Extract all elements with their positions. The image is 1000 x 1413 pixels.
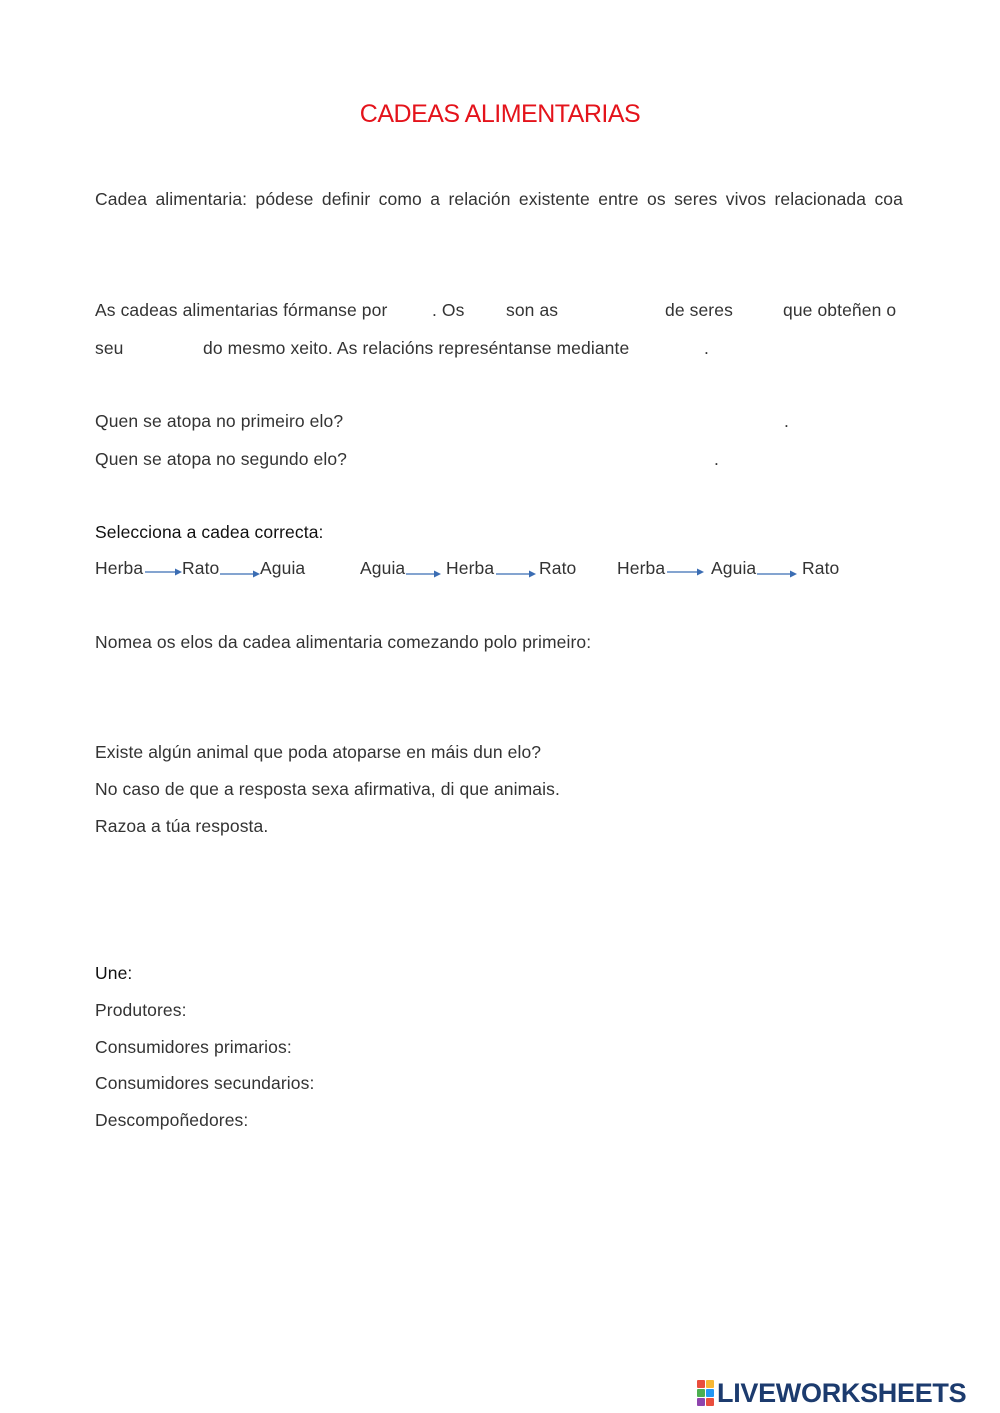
paragraph-fragment: As cadeas alimentarias fórmanse por [95, 300, 388, 320]
select-heading: Selecciona a cadea correcta: [95, 522, 324, 542]
definition-word: definir [321, 189, 371, 209]
question-end-mark: . [784, 411, 789, 431]
page-title: CADEAS ALIMENTARIAS [359, 100, 641, 128]
chain-item: Herba [617, 558, 666, 578]
logo-text: LIVEWORKSHEETS [717, 1377, 967, 1408]
une-heading: Une: [95, 963, 133, 983]
arrow-icon [496, 569, 536, 579]
question-second-link: Quen se atopa no segundo elo? [95, 449, 347, 469]
existence-followup: No caso de que a resposta sexa afirmativa, di que animais. [95, 779, 560, 799]
definition-word: coa [874, 189, 903, 209]
definition-word: relacionada [774, 189, 867, 209]
chain-item: Rato [539, 558, 577, 578]
arrow-icon [757, 569, 797, 579]
name-links-prompt: Nomea os elos da cadea alimentaria comezando polo primeiro: [95, 632, 592, 652]
definition-word: existente [518, 189, 590, 209]
paragraph-fragment: . Os [432, 300, 465, 320]
une-item: Consumidores primarios: [95, 1037, 292, 1057]
definition-word: a [430, 189, 441, 209]
paragraph-fragment: de seres [665, 300, 733, 320]
paragraph-fragment: que obteñen o [783, 300, 897, 320]
definition-word: vivos [725, 189, 767, 209]
existence-reason: Razoa a túa resposta. [95, 816, 269, 836]
chain-item: Rato [802, 558, 840, 578]
existence-question: Existe algún animal que poda atoparse en máis dun elo? [95, 742, 542, 762]
une-item: Descompoñedores: [95, 1110, 249, 1130]
definition-word: pódese [255, 189, 314, 209]
chain-item: Herba [446, 558, 495, 578]
chain-item: Aguia [360, 558, 406, 578]
definition-word: os [647, 189, 666, 209]
arrow-icon [145, 567, 182, 577]
paragraph-fragment: do mesmo xeito. As relacións represéntanse mediante [203, 338, 630, 358]
definition-word: seres [674, 189, 718, 209]
chain-item: Aguia [260, 558, 306, 578]
definition-word: Cadea [95, 189, 148, 209]
paragraph-fragment: . [704, 338, 709, 358]
definition-text [95, 189, 903, 210]
une-item: Consumidores secundarios: [95, 1073, 315, 1093]
definition-word: relación [448, 189, 511, 209]
chain-item: Aguia [711, 558, 757, 578]
liveworksheets-logo[interactable] [697, 1378, 966, 1408]
question-end-mark: . [714, 449, 719, 469]
paragraph-fragment: seu [95, 338, 124, 358]
arrow-icon [220, 569, 260, 579]
une-item: Produtores: [95, 1000, 187, 1020]
paragraph-fragment: son as [506, 300, 559, 320]
arrow-icon [667, 567, 704, 577]
definition-word: alimentaria: [155, 189, 248, 209]
question-first-link: Quen se atopa no primeiro elo? [95, 411, 344, 431]
arrow-icon [406, 569, 441, 579]
definition-word: como [378, 189, 422, 209]
chain-item: Rato [182, 558, 220, 578]
definition-word: entre [598, 189, 639, 209]
chain-item: Herba [95, 558, 144, 578]
logo-mark-icon [697, 1380, 714, 1406]
